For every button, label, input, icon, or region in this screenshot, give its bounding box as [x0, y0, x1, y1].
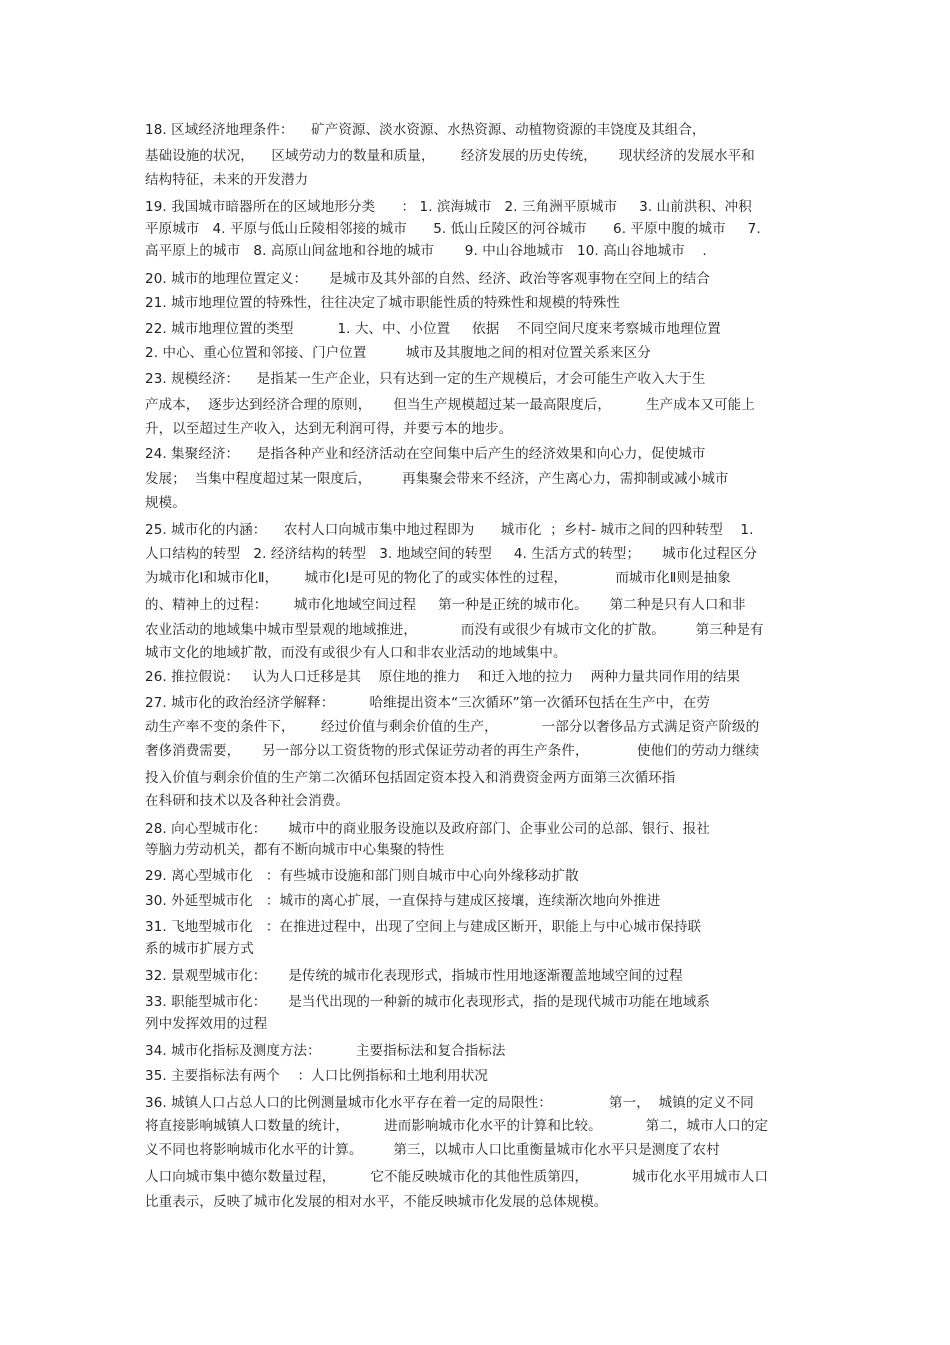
- text-line: 升，以至超过生产收入，达到无利润可得，并要亏本的地步。: [145, 421, 513, 437]
- text-line: 农业活动的地域集中城市型景观的地域推进， 而没有或很少有城市文化的扩散。 第三种是有: [145, 622, 764, 638]
- text-line: 25. 城市化的内涵： 农村人口向城市集中地过程即为 城市化 ；乡村- 城市之间的四种转型 1.: [145, 522, 754, 538]
- text-line: 27. 城市化的政治经济学解释： 哈维提出资本“三次循环”第一次循环包括在生产中，在劳: [145, 695, 711, 711]
- text-line: 基础设施的状况， 区域劳动力的数量和质量， 经济发展的历史传统， 现状经济的发展水平和: [145, 148, 755, 164]
- text-line: 平原城市 4. 平原与低山丘陵相邻接的城市 5. 低山丘陵区的河谷城市 6. 平原中腹的城市 7.: [145, 221, 761, 237]
- text-line: 31. 飞地型城市化 ：在推进过程中，出现了空间上与建成区断开，职能上与中心城市保持联: [145, 919, 702, 935]
- text-line: 30. 外延型城市化 ：城市的离心扩展，一直保持与建成区接壤，连续渐次地向外推进: [145, 893, 661, 909]
- text-line: 35. 主要指标法有两个 ：人口比例指标和土地利用状况: [145, 1068, 488, 1084]
- text-line: 21. 城市地理位置的特殊性，往往决定了城市职能性质的特殊性和规模的特殊性: [145, 295, 620, 311]
- text-line: 的、精神上的过程： 城市化地域空间过程 第一种是正统的城市化。 第二种是只有人口和非: [145, 597, 746, 613]
- text-line: 列中发挥效用的过程: [145, 1016, 268, 1032]
- text-line: 28. 向心型城市化： 城市中的商业服务设施以及政府部门、企事业公司的总部、银行、报社: [145, 821, 710, 837]
- text-line: 2. 中心、重心位置和邻接、门户位置 城市及其腹地之间的相对位置关系来区分: [145, 345, 651, 361]
- text-line: 结构特征，未来的开发潜力: [145, 172, 309, 188]
- text-line: 规模。: [145, 495, 186, 511]
- text-line: 24. 集聚经济： 是指各种产业和经济活动在空间集中后产生的经济效果和向心力，促使城市: [145, 446, 706, 462]
- text-line: 系的城市扩展方式: [145, 941, 254, 957]
- text-line: 23. 规模经济： 是指某一生产企业，只有达到一定的生产规模后，才会可能生产收入大于生: [145, 371, 706, 387]
- text-line: 义不同也将影响城市化水平的计算。 第三，以城市人口比重衡量城市化水平只是测度了农村: [145, 1142, 720, 1158]
- text-line: 在科研和技术以及各种社会消费。: [145, 793, 349, 809]
- text-line: 20. 城市的地理位置定义： 是城市及其外部的自然、经济、政治等客观事物在空间上的结合: [145, 271, 710, 287]
- text-line: 产成本， 逐步达到经济合理的原则， 但当生产规模超过某一最高限度后， 生产成本又可能上: [145, 397, 755, 413]
- text-line: 29. 离心型城市化 ：有些城市设施和部门则自城市中心向外缘移动扩散: [145, 868, 579, 884]
- text-line: 动生产率不变的条件下， 经过价值与剩余价值的生产， 一部分以奢侈品方式满足资产阶级的: [145, 719, 760, 735]
- text-line: 等脑力劳动机关，都有不断向城市中心集聚的特性: [145, 842, 445, 858]
- text-line: 32. 景观型城市化： 是传统的城市化表现形式，指城市性用地逐渐覆盖地域空间的过程: [145, 968, 683, 984]
- text-line: 比重表示，反映了城市化发展的相对水平，不能反映城市化发展的总体规模。: [145, 1194, 608, 1210]
- text-line: 投入价值与剩余价值的生产第二次循环包括固定资本投入和消费资金两方面第三次循环指: [145, 770, 676, 786]
- text-line: 发展； 当集中程度超过某一限度后， 再集聚会带来不经济，产生离心力，需抑制或减小城市: [145, 471, 729, 487]
- text-line: 18. 区域经济地理条件： 矿产资源、淡水资源、水热资源、动植物资源的丰饶度及其组合，: [145, 122, 706, 138]
- text-line: 人口结构的转型 2. 经济结构的转型 3. 地域空间的转型 4. 生活方式的转型； 城市化过程区分: [145, 546, 758, 562]
- text-line: 人口向城市集中德尔数量过程， 它不能反映城市化的其他性质第四， 城市化水平用城市人口: [145, 1169, 769, 1185]
- text-line: 33. 职能型城市化： 是当代出现的一种新的城市化表现形式，指的是现代城市功能在地域系: [145, 994, 710, 1010]
- text-line: 将直接影响城镇人口数量的统计， 进而影响城市化水平的计算和比较。 第二，城市人口的定: [145, 1118, 769, 1134]
- text-line: 19. 我国城市暗器所在的区域地形分类 ： 1. 滨海城市 2. 三角洲平原城市 3. 山前洪积、冲积: [145, 199, 752, 215]
- text-line: 奢侈消费需要， 另一部分以工资货物的形式保证劳动者的再生产条件， 使他们的劳动力继续: [145, 743, 760, 759]
- text-line: 22. 城市地理位置的类型 1. 大、中、小位置 依据 不同空间尺度来考察城市地理位置: [145, 321, 721, 337]
- text-line: 34. 城市化指标及测度方法： 主要指标法和复合指标法: [145, 1043, 506, 1059]
- text-line: 为城市化Ⅰ和城市化Ⅱ， 城市化Ⅰ是可见的物化了的或实体性的过程， 而城市化Ⅱ则是抽象: [145, 570, 731, 586]
- text-line: 36. 城镇人口占总人口的比例测量城市化水平存在着一定的局限性： 第一， 城镇的定义不同: [145, 1095, 754, 1111]
- text-line: 城市文化的地域扩散，而没有或很少有人口和非农业活动的地域集中。: [145, 645, 567, 661]
- text-line: 高平原上的城市 8. 高原山间盆地和谷地的城市 9. 中山谷地城市 10. 高山谷地城市 .: [145, 243, 707, 259]
- text-line: 26. 推拉假说： 认为人口迁移是其 原住地的推力 和迁入地的拉力 两种力量共同作用的结果: [145, 669, 741, 685]
